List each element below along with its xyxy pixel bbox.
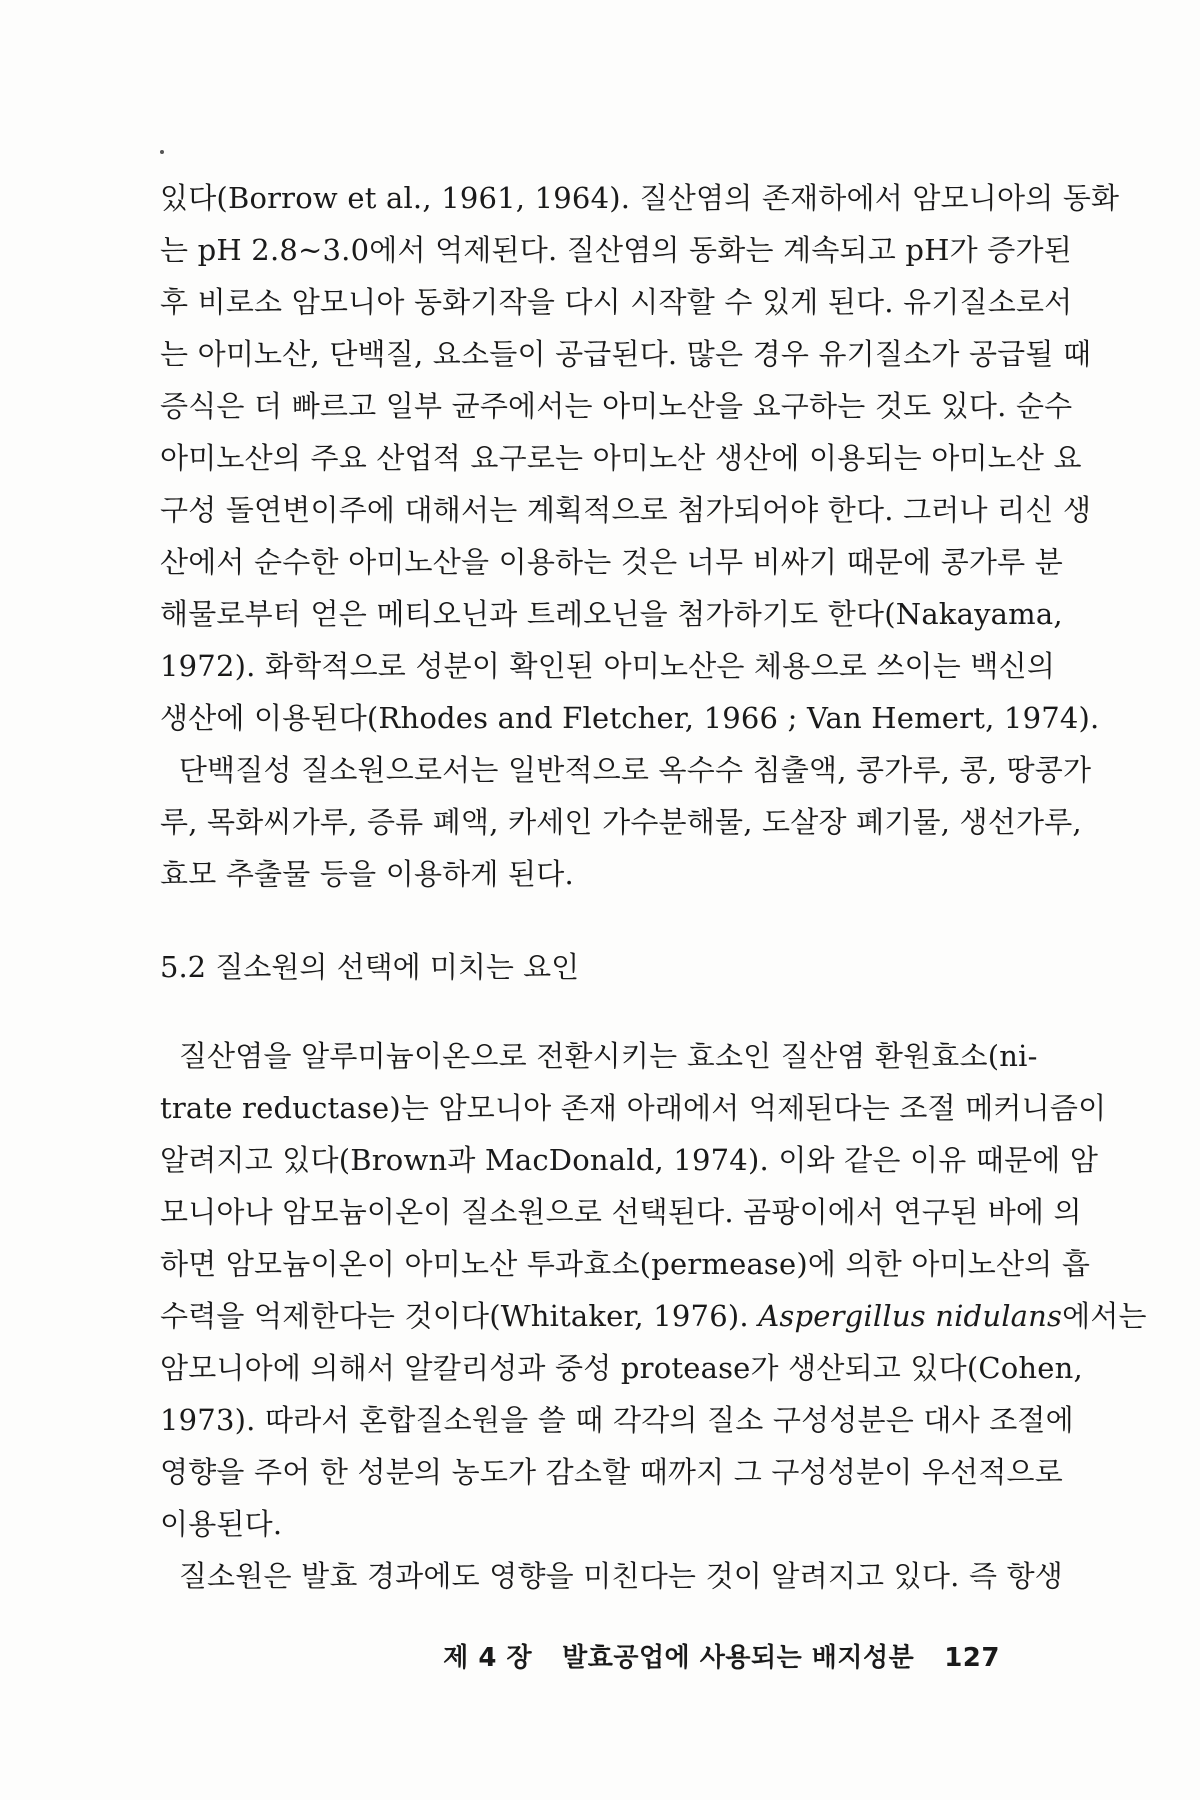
chapter-label: 제 4 장 bbox=[443, 1643, 533, 1673]
text-line: 1972). 화학적으로 성분이 확인된 아미노산은 체용으로 쓰이는 백신의 bbox=[160, 649, 1056, 683]
text-line: 구성 돌연변이주에 대해서는 계획적으로 첨가되어야 한다. 그러나 리신 생 bbox=[160, 493, 1092, 527]
text-line bbox=[160, 1290, 1147, 1342]
text-line: 후 비로소 암모니아 동화기작을 다시 시작할 수 있게 된다. 유기질소로서 bbox=[160, 285, 1073, 319]
species-name: Aspergillus nidulans bbox=[758, 1299, 1063, 1333]
paragraph-nitrate-reductase bbox=[160, 1030, 1147, 1550]
paragraph-protein-nitrogen bbox=[160, 744, 1092, 900]
text-line: 효모 추출물 등을 이용하게 된다. bbox=[160, 857, 574, 891]
text-segment: 수력을 억제한다는 것이다(Whitaker, 1976). bbox=[160, 1299, 749, 1333]
text-line: trate reductase)는 암모니아 존재 아래에서 억제된다는 조절 메커니즘이 bbox=[160, 1091, 1107, 1125]
text-line: 1973). 따라서 혼합질소원을 쓸 때 각각의 질소 구성성분은 대사 조절에 bbox=[160, 1403, 1074, 1437]
text-line: 증식은 더 빠르고 일부 균주에서는 아미노산을 요구하는 것도 있다. 순수 bbox=[160, 389, 1073, 423]
text-line: 모니아나 암모늄이온이 질소원으로 선택된다. 곰팡이에서 연구된 바에 의 bbox=[160, 1195, 1082, 1229]
text-line: 영향을 주어 한 성분의 농도가 감소할 때까지 그 구성성분이 우선적으로 bbox=[160, 1455, 1063, 1489]
page-footer bbox=[443, 1641, 1000, 1675]
text-line: 하면 암모늄이온이 아미노산 투과효소(permease)에 의한 아미노산의 흡 bbox=[160, 1247, 1091, 1281]
text-line: 는 아미노산, 단백질, 요소들이 공급된다. 많은 경우 유기질소가 공급될 때 bbox=[160, 337, 1092, 371]
text-segment: 에서는 bbox=[1062, 1299, 1147, 1333]
text-line: 암모니아에 의해서 알칼리성과 중성 protease가 생산되고 있다(Cohen, bbox=[160, 1351, 1083, 1385]
bullet-dot bbox=[160, 150, 164, 154]
page-number: 127 bbox=[944, 1643, 1000, 1673]
text-line: 루, 목화씨가루, 증류 폐액, 카세인 가수분해물, 도살장 폐기물, 생선가루, bbox=[160, 805, 1082, 839]
section-heading: 5.2 질소원의 선택에 미치는 요인 bbox=[160, 950, 580, 984]
text-line: 알려지고 있다(Brown과 MacDonald, 1974). 이와 같은 이유 때문에 암 bbox=[160, 1143, 1099, 1177]
paragraph-fermentation-effect bbox=[160, 1550, 1064, 1602]
text-line: 아미노산의 주요 산업적 요구로는 아미노산 생산에 이용되는 아미노산 요 bbox=[160, 441, 1082, 475]
text-line: 있다(Borrow et al., 1961, 1964). 질산염의 존재하에서 암모니아의 동화 bbox=[160, 181, 1120, 215]
text-line: 는 pH 2.8~3.0에서 억제된다. 질산염의 동화는 계속되고 pH가 증가된 bbox=[160, 233, 1072, 267]
text-line: 단백질성 질소원으로서는 일반적으로 옥수수 침출액, 콩가루, 콩, 땅콩가 bbox=[160, 753, 1092, 787]
text-line: 해물로부터 얻은 메티오닌과 트레오닌을 첨가하기도 한다(Nakayama, bbox=[160, 597, 1063, 631]
paragraph-ammonia-assimilation bbox=[160, 172, 1120, 744]
chapter-title: 발효공업에 사용되는 배지성분 bbox=[562, 1643, 915, 1673]
text-line: 질소원은 발효 경과에도 영향을 미친다는 것이 알려지고 있다. 즉 항생 bbox=[160, 1559, 1064, 1593]
text-line: 질산염을 알루미늄이온으로 전환시키는 효소인 질산염 환원효소(ni- bbox=[160, 1039, 1038, 1073]
text-line: 이용된다. bbox=[160, 1507, 283, 1541]
text-line: 산에서 순수한 아미노산을 이용하는 것은 너무 비싸기 때문에 콩가루 분 bbox=[160, 545, 1063, 579]
text-line: 생산에 이용된다(Rhodes and Fletcher, 1966 ; Van Hemert, 1974). bbox=[160, 701, 1100, 735]
